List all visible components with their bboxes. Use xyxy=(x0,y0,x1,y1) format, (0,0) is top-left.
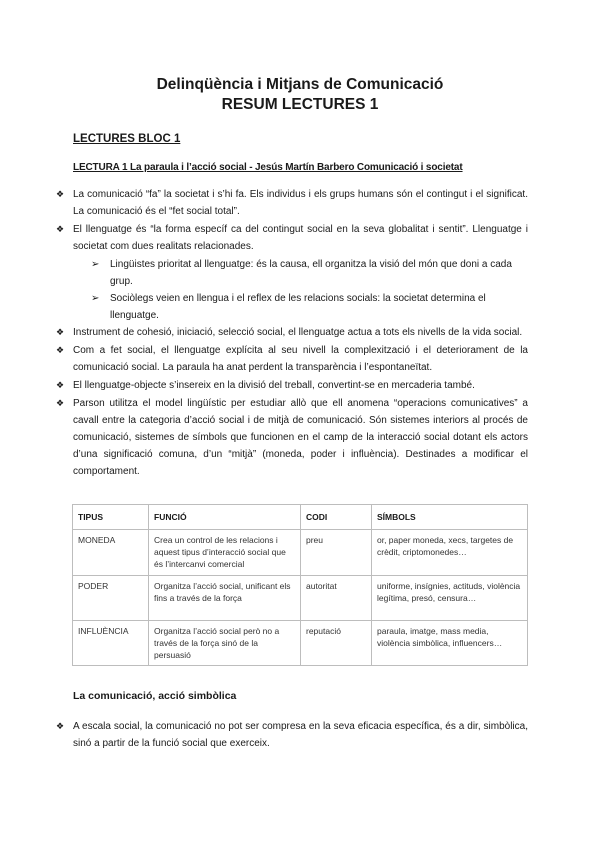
table-cell: INFLUÈNCIA xyxy=(73,621,149,666)
diamond-bullet-icon: ❖ xyxy=(56,189,65,199)
sub-list-item-text: Lingüistes prioritat al llenguatge: és la causa, ell organitza la visió del món que doni a cada grup. xyxy=(110,259,512,287)
list-item-text: El llenguatge és “la forma específ ca del contingut social en la seva globalitat i sentit”. Llenguatge i societat com dues realitats relacionades. xyxy=(73,224,528,252)
list-item-text: Com a fet social, el llenguatge explícita al seu nivell la complexització i el deteriorament de la comunicació social. La paraula ha anat perdent la transparència i l’espontaneïtat. xyxy=(73,345,528,373)
list-item-text: A escala social, la comunicació no pot ser compresa en la seva eficacia específica, és a dir, simbòlica, sinó a partir de la funció social que exerceix. xyxy=(73,721,528,749)
table-cell: autoritat xyxy=(301,576,372,621)
table-cell: uniforme, insígnies, actituds, violència legítima, presó, censura… xyxy=(372,576,528,621)
document-subtitle: RESUM LECTURES 1 xyxy=(221,96,379,113)
lecture-heading: LECTURA 1 La paraula i l’acció social - Jesús Martín Barbero Comunicació i societat xyxy=(73,162,463,173)
diamond-bullet-icon: ❖ xyxy=(56,345,65,355)
diamond-bullet-icon: ❖ xyxy=(56,224,65,234)
list-item-text: La comunicació “fa” la societat i s’hi fa. Els individus i els grups humans són el contingut i el significat. La comunicació és el “fet social total”. xyxy=(73,189,528,217)
table-header-cell: TIPUS xyxy=(73,505,149,530)
list-item xyxy=(56,395,528,480)
list-item xyxy=(56,221,528,255)
bloc-heading: LECTURES BLOC 1 xyxy=(73,133,181,145)
arrow-bullet-icon: ➢ xyxy=(91,293,100,304)
table-cell: Organitza l’acció social, unificant els fins a través de la força xyxy=(149,576,301,621)
section-heading: La comunicació, acció simbòlica xyxy=(73,690,237,702)
table-row xyxy=(73,576,528,621)
list-item xyxy=(56,324,528,341)
sub-list-item xyxy=(73,290,528,324)
table-cell: Crea un control de les relacions i aquest tipus d’interacció social que és l’intercanvi comercial xyxy=(149,530,301,576)
table-cell: PODER xyxy=(73,576,149,621)
list-item xyxy=(56,718,528,752)
table-cell: Organitza l’acció social però no a través de la força sinó de la persuasió xyxy=(149,621,301,666)
table-cell: MONEDA xyxy=(73,530,149,576)
list-item xyxy=(56,377,528,394)
sub-list-item xyxy=(73,256,528,290)
sub-list-item-text: Sociòlegs veien en llengua i el reflex de les relacions socials: la societat determina el llenguatge. xyxy=(110,293,486,321)
table-header-cell: SÍMBOLS xyxy=(372,505,528,530)
table-header-cell: FUNCIÓ xyxy=(149,505,301,530)
table-row xyxy=(73,621,528,666)
diamond-bullet-icon: ❖ xyxy=(56,327,65,337)
table-header-cell: CODI xyxy=(301,505,372,530)
list-item-text: Instrument de cohesió, iniciació, selecció social, el llenguatge actua a tots els nivells de la vida social. xyxy=(73,327,523,338)
table-cell: or, paper moneda, xecs, targetes de crèdit, criptomonedes… xyxy=(372,530,528,576)
arrow-bullet-icon: ➢ xyxy=(91,259,100,270)
list-item-text: Parson utilitza el model lingüístic per estudiar allò que ell anomena “operacions comunicatives” a cavall entre la categoria d’acció social i de mitjà de comunicació. Són sistemes interiors al procés de comunicació, sistemes de símbols que funcionen en el camp de la interacció social dotant els actors d’una significació comuna, d’un “mitjà” (moneda, poder i influència). Destinades a modificar el comportament. xyxy=(73,398,528,477)
bullet-list xyxy=(56,186,528,481)
diamond-bullet-icon: ❖ xyxy=(56,380,65,390)
table-row xyxy=(73,530,528,576)
table-cell: reputació xyxy=(301,621,372,666)
list-item xyxy=(56,342,528,376)
media-table xyxy=(72,504,528,666)
section-bullet-list xyxy=(56,718,528,753)
list-item-text: El llenguatge-objecte s’insereix en la divisió del treball, convertint-se en mercaderia també. xyxy=(73,380,475,391)
table-cell: paraula, imatge, mass media, violència simbòlica, influencers… xyxy=(372,621,528,666)
diamond-bullet-icon: ❖ xyxy=(56,398,65,408)
diamond-bullet-icon: ❖ xyxy=(56,721,65,731)
list-item xyxy=(56,186,528,220)
document-title: Delinqüència i Mitjans de Comunicació xyxy=(156,76,444,93)
table-header-row xyxy=(73,505,528,530)
table-cell: preu xyxy=(301,530,372,576)
